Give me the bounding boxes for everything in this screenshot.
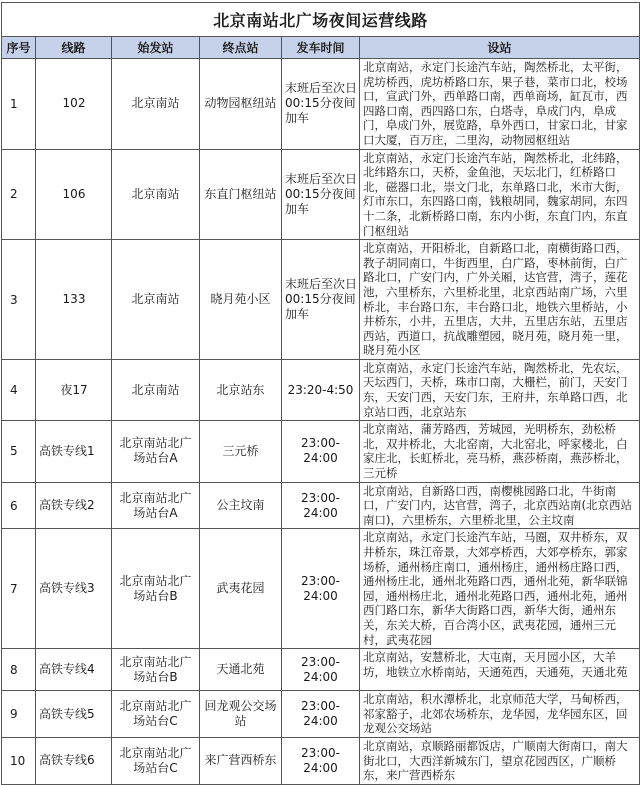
row-no: 10 (2, 737, 36, 784)
row-line: 高铁专线6 (36, 737, 112, 784)
row-stops: 北京南站，安慧桥北，大屯南，天月园小区，大羊坊，地铁立水桥南站，天通苑西，天通苑，天通北苑 (360, 649, 640, 691)
row-time: 末班后至次日00:15分夜间加车 (282, 59, 360, 150)
row-time: 末班后至次日00:15分夜间加车 (282, 149, 360, 240)
table-row (2, 149, 640, 240)
row-terminus: 来广营西桥东 (200, 737, 282, 784)
table-header-row (2, 37, 640, 59)
row-line: 106 (36, 149, 112, 240)
row-no: 7 (2, 529, 36, 649)
row-terminus: 三元桥 (200, 421, 282, 482)
night-routes-table (1, 2, 640, 785)
row-line: 高铁专线4 (36, 649, 112, 691)
row-time: 23:00-24:00 (282, 421, 360, 482)
row-terminus: 晓月苑小区 (200, 240, 282, 360)
row-terminus: 公主坟南 (200, 482, 282, 529)
row-time: 23:00-24:00 (282, 649, 360, 691)
header-time: 发车时间 (282, 37, 360, 59)
table-row (2, 649, 640, 691)
row-no: 3 (2, 240, 36, 360)
header-line: 线路 (36, 37, 112, 59)
row-no: 9 (2, 691, 36, 738)
row-terminus: 天通北苑 (200, 649, 282, 691)
row-line: 高铁专线3 (36, 529, 112, 649)
row-stops: 北京南站，永定门长途汽车站，陶然桥北，北纬路，北纬路东口，天桥，金鱼池，天坛北门，红桥路口北，磁器口北，崇文门北，东单路口北，米市大街，灯市东口，东四路口南，钱粮胡同，魏家胡同，东四十二条，北新桥路口南，东内小街，东直门内，东直门枢纽站 (360, 149, 640, 240)
row-origin: 北京南站北广场站台C (112, 691, 200, 738)
row-time: 23:00-24:00 (282, 691, 360, 738)
row-origin: 北京南站 (112, 149, 200, 240)
row-no: 2 (2, 149, 36, 240)
row-line: 102 (36, 59, 112, 150)
row-terminus: 动物园枢纽站 (200, 59, 282, 150)
row-origin: 北京南站北广场站台A (112, 482, 200, 529)
row-line: 高铁专线2 (36, 482, 112, 529)
row-terminus: 北京站东 (200, 359, 282, 420)
row-no: 1 (2, 59, 36, 150)
row-time: 23:00-24:00 (282, 482, 360, 529)
row-stops: 北京南站，永定门长途汽车站，陶然桥北，太平街，虎坊桥西，虎坊桥路口东，果子巷，菜市口北，校场口，宣武门外，西单路口南，西单商场，缸瓦市，西四路口南，西四路口东，白塔寺，阜成门内，阜成门，阜成门外，展览路，阜外西口，甘家口北，甘家口大厦，百万庄，二里沟，动物园枢纽站 (360, 59, 640, 150)
table-row (2, 737, 640, 784)
row-stops: 北京南站，自新路口西，南樱桃园路口北，牛街南口，广安门内，达官营，湾子，北京西站南(北京西站南口)，六里桥东，六里桥北里，公主坟南 (360, 482, 640, 529)
row-origin: 北京南站北广场站台B (112, 529, 200, 649)
row-line: 高铁专线1 (36, 421, 112, 482)
row-line: 夜17 (36, 359, 112, 420)
table-row (2, 529, 640, 649)
row-line: 高铁专线5 (36, 691, 112, 738)
row-origin: 北京南站 (112, 59, 200, 150)
row-stops: 北京南站，蒲芳路西，芳城园，光明桥东，劲松桥北，双井桥北，大北窑南，大北窑北，呼家楼北，白家庄北，长虹桥北，亮马桥，燕莎桥南，燕莎桥北，三元桥 (360, 421, 640, 482)
header-origin: 始发站 (112, 37, 200, 59)
row-stops: 北京南站，开阳桥北，自新路口北，南横街路口西，教子胡同南口，牛街西里，白广路，枣林前街，白广路北口，广安门内，广外关厢，达官营，湾子，莲花池，六里桥东，六里桥北里，北京西站南广场，六里桥北，丰台路口东，丰台路口北，地铁六里桥站，小井桥东，小井，五里店，大井，五里店东站，五里店西站，西道口，抗战雕塑园，晓月苑，晓月苑一里，晓月苑小区 (360, 240, 640, 360)
row-time: 23:20-4:50 (282, 359, 360, 420)
header-no: 序号 (2, 37, 36, 59)
row-terminus: 回龙观公交场站 (200, 691, 282, 738)
table-row (2, 59, 640, 150)
table-row (2, 240, 640, 360)
row-origin: 北京南站北广场站台B (112, 649, 200, 691)
row-stops: 北京南站，永定门长途汽车站，马圈，双井桥东，双井桥东，珠江帝景，大郊亭桥西，大郊亭桥东，郭家场桥，通州杨庄南口，通州杨庄，通州杨庄路口西，通州杨庄北，通州北苑路口西，通州北苑，新华联锦园，通州杨庄北，通州北苑路口西，通州北苑，通州西门路口东，新华大街路口西，新华大街，通州东关，东关大桥，百合湾小区，武夷花园，通州三元村，武夷花园 (360, 529, 640, 649)
row-no: 4 (2, 359, 36, 420)
row-no: 8 (2, 649, 36, 691)
table-title: 北京南站北广场夜间运营线路 (2, 3, 640, 37)
row-no: 6 (2, 482, 36, 529)
row-time: 末班后至次日00:15分夜间加车 (282, 240, 360, 360)
header-terminus: 终点站 (200, 37, 282, 59)
row-no: 5 (2, 421, 36, 482)
row-origin: 北京南站 (112, 359, 200, 420)
table-row (2, 482, 640, 529)
row-stops: 北京南站，积水潭桥北，北京师范大学，马甸桥西，祁家豁子，北郊农场桥东，龙华园，龙华园东区，回龙观公交场站 (360, 691, 640, 738)
table-row (2, 421, 640, 482)
header-stops: 设站 (360, 37, 640, 59)
row-stops: 北京南站，京顺路丽都饭店，广顺南大街南口，南大街北口，大西洋新城东门，望京花园西区，广顺桥东，来广营西桥东 (360, 737, 640, 784)
row-terminus: 东直门枢纽站 (200, 149, 282, 240)
row-origin: 北京南站北广场站台A (112, 421, 200, 482)
row-line: 133 (36, 240, 112, 360)
row-time: 23:00-24:00 (282, 737, 360, 784)
table-row (2, 359, 640, 420)
row-terminus: 武夷花园 (200, 529, 282, 649)
table-row (2, 691, 640, 738)
row-origin: 北京南站 (112, 240, 200, 360)
row-origin: 北京南站北广场站台C (112, 737, 200, 784)
row-time: 23:00-24:00 (282, 529, 360, 649)
row-stops: 北京南站，永定门长途汽车站，陶然桥北，先农坛，天坛西门，天桥，珠市口南，大栅栏，前门，天安门东，天安门西，天安门东，王府井，东单路口西，北京站口西，北京站东 (360, 359, 640, 420)
